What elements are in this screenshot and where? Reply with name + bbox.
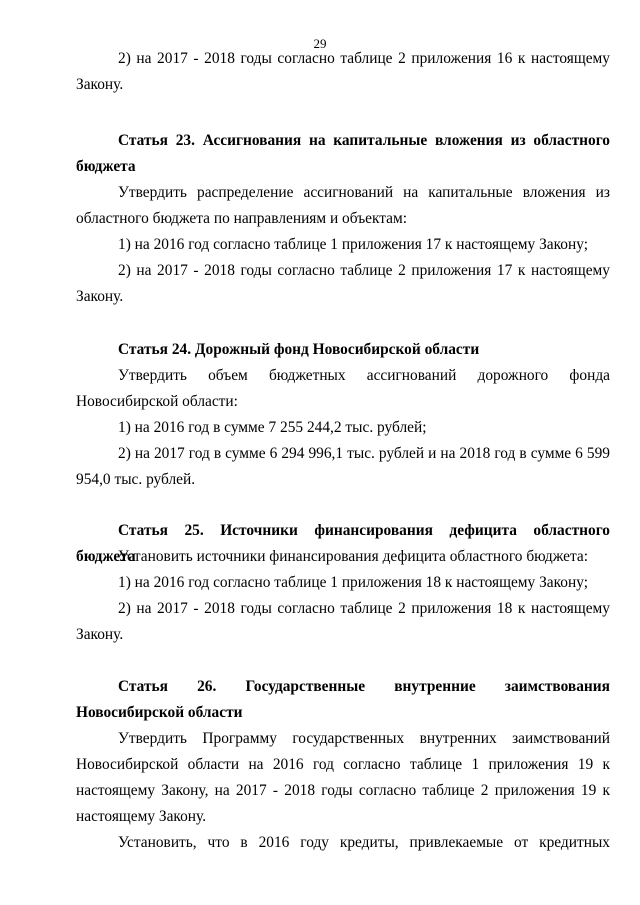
paragraph: 1) на 2016 год в сумме 7 255 244,2 тыс. рублей; [118,419,427,436]
article-24-heading: Статья 24. Дорожный фонд Новосибирской области [118,341,480,358]
page-number: 29 [313,36,327,51]
paragraph: Установить источники финансирования дефицита областного бюджета: [118,548,588,565]
paragraph: 1) на 2016 год согласно таблице 1 приложения 18 к настоящему Закону; [118,574,589,591]
paragraph: 2) на 2017 - 2018 годы согласно таблице 2 приложения 17 к настоящему Закону. [76,262,610,305]
paragraph: 2) на 2017 - 2018 годы согласно таблице 2 приложения 16 к настоящему Закону. [76,50,610,93]
paragraph: Утвердить распределение ассигнований на капитальные вложения из областного бюджета по направлениям и объектам: [76,184,610,227]
paragraph: 2) на 2017 год в сумме 6 294 996,1 тыс. рублей и на 2018 год в сумме 6 599 954,0 тыс. рублей. [76,445,610,488]
paragraph: Установить, что в 2016 году кредиты, привлекаемые от кредитных [118,834,610,851]
paragraph: 2) на 2017 - 2018 годы согласно таблице 2 приложения 18 к настоящему Закону. [76,600,610,643]
paragraph: 1) на 2016 год согласно таблице 1 приложения 17 к настоящему Закону; [118,236,589,253]
article-26-heading: Статья 26. Государственные внутренние заимствования Новосибирской области [76,678,610,721]
article-25-heading: Статья 25. Источники финансирования дефицита областного бюджета [76,522,610,565]
paragraph: Утвердить Программу государственных внутренних заимствований Новосибирской области на 2016 год согласно таблице 1 приложения 19 к настоящему Закону, на 2017 - 2018 годы согласно таблице 2 приложения 19 к настоящему Закону. [76,730,610,825]
article-23-heading: Статья 23. Ассигнования на капитальные вложения из областного бюджета [76,132,610,175]
paragraph: Утвердить объем бюджетных ассигнований дорожного фонда Новосибирской области: [76,367,610,410]
